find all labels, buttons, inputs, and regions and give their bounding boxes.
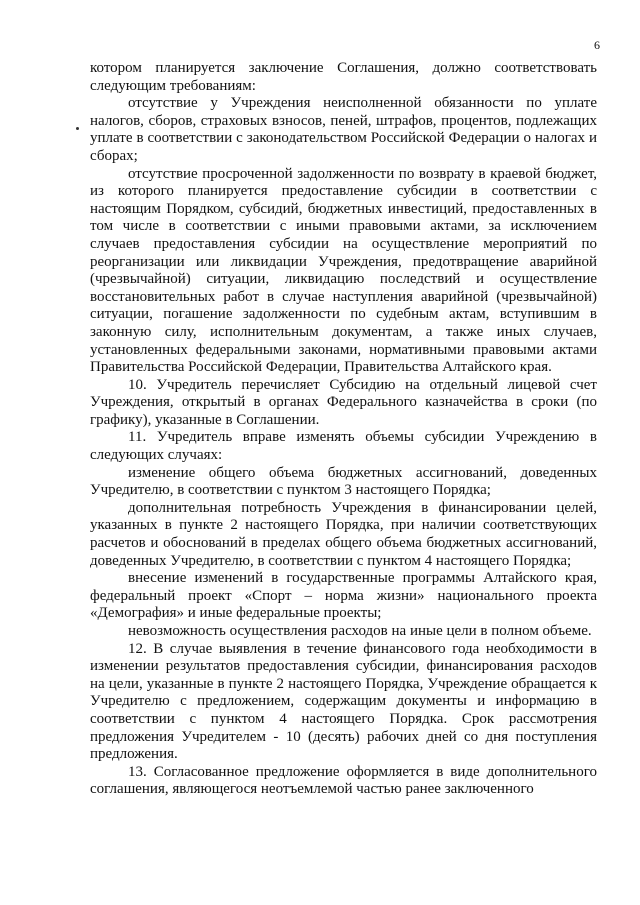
paragraph-requirement-debt: отсутствие просроченной задолженности по возврату в краевой бюджет, из которого планируется предоставление субсидии в соответствии с настоящим Порядком, субсидий, бюджетных инвестиций, предоставленных в том числе в соответствии с иными правовыми актами, за исключением случаев предоставления субсидии на осуществление мероприятий по реорганизации или ликвидации Учреждения, предотвращение аварийной (чрезвычайной) ситуации, ликвидацию последствий и осуществление восстановительных работ в случае наступления аварийной (чрезвычайной) ситуации, погашение задолженности по судебным актам, вступившим в законную силу, исполнительным документам, а также иных случаев, установленных федеральными законами, нормативными правовыми актами Правительства Российской Федерации, Правительства Алтайского края.	[90, 165, 597, 376]
paragraph-clause-12: 12. В случае выявления в течение финансового года необходимости в изменении результатов предоставления субсидии, финансирования расходов на цели, указанные в пункте 2 настоящего Порядка, Учреждение обращается к Учредителю с предложением, содержащим документы и информацию в соответствии с пунктом 4 настоящего Порядка. Срок рассмотрения предложения Учредителем - 10 (десять) рабочих дней со дня поступления предложения.	[90, 640, 597, 763]
paragraph-case-budget-change: изменение общего объема бюджетных ассигнований, доведенных Учредителю, в соответствии с пунктом 3 настоящего Порядка;	[90, 464, 597, 499]
paragraph-clause-13: 13. Согласованное предложение оформляется в виде дополнительного соглашения, являющегося неотъемлемой частью ранее заключенного	[90, 763, 597, 798]
paragraph-continuation: котором планируется заключение Соглашения, должно соответствовать следующим требованиям:	[90, 60, 597, 94]
paragraph-case-impossibility: невозможность осуществления расходов на иные цели в полном объеме.	[128, 623, 592, 639]
document-body	[90, 60, 597, 799]
paragraph-requirement-taxes: отсутствие у Учреждения неисполненной обязанности по уплате налогов, сборов, страховых взносов, пеней, штрафов, процентов, подлежащих уплате в соответствии с законодательством Российской Федерации о налогах и сборах;	[90, 95, 597, 164]
paragraph-clause-11: 11. Учредитель вправе изменять объемы субсидии Учреждению в следующих случаях:	[90, 429, 597, 464]
paragraph-case-program-change: внесение изменений в государственные программы Алтайского края, федеральный проект «Спорт – норма жизни» национального проекта «Демография» и иные федеральные проекты;	[90, 570, 597, 622]
paragraph-clause-10: 10. Учредитель перечисляет Субсидию на отдельный лицевой счет Учреждения, открытый в органах Федерального казначейства в сроки (по графику), указанные в Соглашении.	[90, 376, 597, 428]
page-number: 6	[594, 38, 600, 52]
paragraph-case-additional-need: дополнительная потребность Учреждения в финансировании целей, указанных в пункте 2 настоящего Порядка, при наличии соответствующих расчетов и обоснований в пределах общего объема бюджетных ассигнований, доведенных Учредителю, в соответствии с пунктом 4 настоящего Порядка;	[90, 499, 597, 569]
scan-dot-mark	[76, 127, 79, 130]
